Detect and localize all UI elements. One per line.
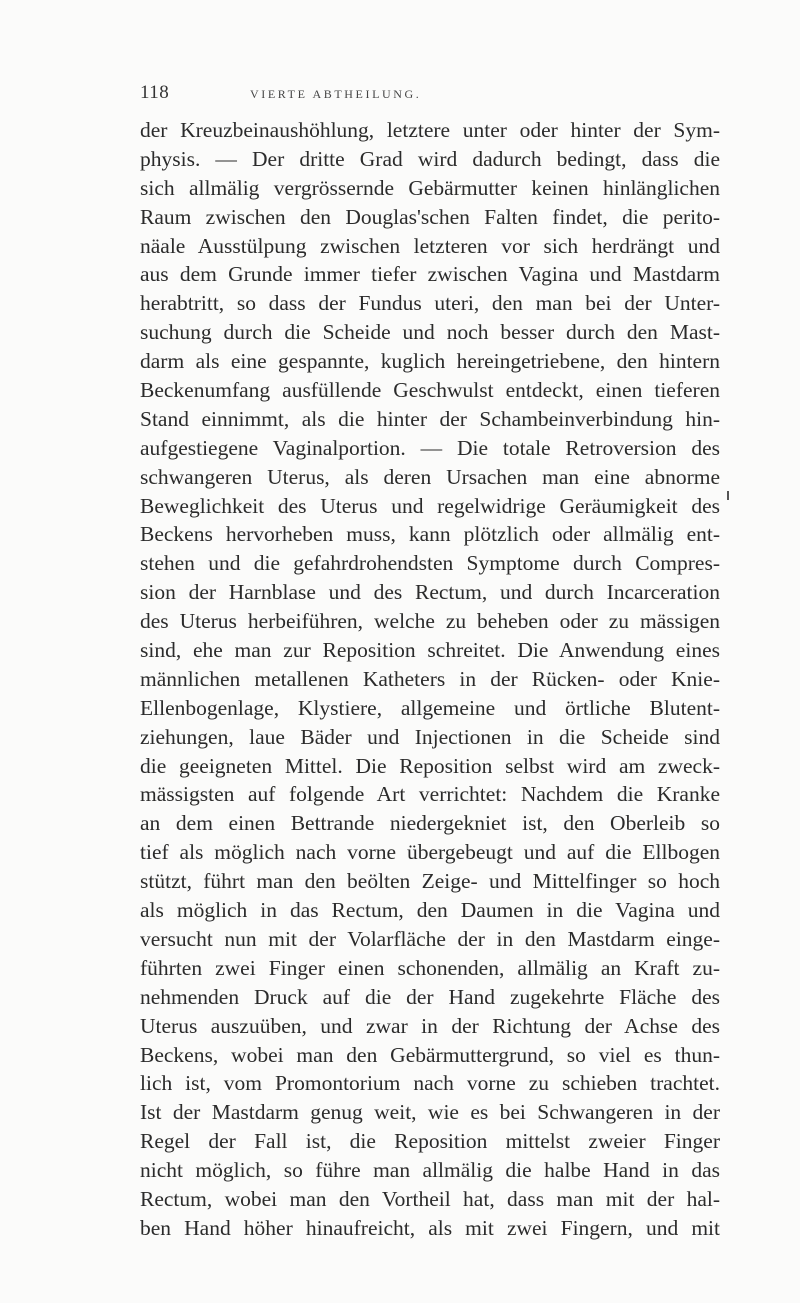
text-line: suchung durch die Scheide und noch besser durch den Mast- <box>140 320 720 345</box>
text-line: männlichen metallenen Katheters in der Rücken- oder Knie- <box>140 666 720 691</box>
margin-mark <box>727 491 729 500</box>
text-line: versucht nun mit der Volarfläche der in den Mastdarm einge- <box>140 926 720 951</box>
running-head <box>140 82 700 106</box>
text-line: die geeigneten Mittel. Die Reposition selbst wird am zweck- <box>140 753 720 778</box>
text-line: aufgestiegene Vaginalportion. — Die totale Retroversion des <box>140 435 720 460</box>
text-line: des Uterus herbeiführen, welche zu beheben oder zu mässigen <box>140 609 720 634</box>
text-line: Ist der Mastdarm genug weit, wie es bei Schwangeren in der <box>140 1100 720 1125</box>
text-line: nehmenden Druck auf die der Hand zugekehrte Fläche des <box>140 984 720 1009</box>
text-line: tief als möglich nach vorne übergebeugt und auf die Ellbogen <box>140 840 720 865</box>
text-line: lich ist, vom Promontorium nach vorne zu schieben trachtet. <box>140 1071 720 1096</box>
text-line: herabtritt, so dass der Fundus uteri, den man bei der Unter- <box>140 291 720 316</box>
text-line: stehen und die gefahrdrohendsten Symptome durch Compres- <box>140 551 720 576</box>
text-line: Uterus auszuüben, und zwar in der Richtung der Achse des <box>140 1013 720 1038</box>
text-line: Ellenbogenlage, Klystiere, allgemeine und örtliche Blutent- <box>140 695 720 720</box>
text-line: sion der Harnblase und des Rectum, und durch Incarceration <box>140 580 720 605</box>
text-line: Rectum, wobei man den Vortheil hat, dass man mit der hal- <box>140 1186 720 1211</box>
text-line: führten zwei Finger einen schonenden, allmälig an Kraft zu- <box>140 955 720 980</box>
text-line: als möglich in das Rectum, den Daumen in die Vagina und <box>140 898 720 923</box>
text-line: mässigsten auf folgende Art verrichtet: Nachdem die Kranke <box>140 782 720 807</box>
text-line: sich allmälig vergrössernde Gebärmutter keinen hinlänglichen <box>140 175 720 200</box>
text-line: Beckens, wobei man den Gebärmuttergrund, so viel es thun- <box>140 1042 720 1067</box>
text-line: Regel der Fall ist, die Reposition mittelst zweier Finger <box>140 1129 720 1154</box>
text-line: an dem einen Bettrande niedergekniet ist, den Oberleib so <box>140 811 720 836</box>
text-line: sind, ehe man zur Reposition schreitet. Die Anwendung eines <box>140 638 720 663</box>
text-line: stützt, führt man den beölten Zeige- und Mittelfinger so hoch <box>140 869 720 894</box>
page-number: 118 <box>140 82 170 103</box>
text-line: Beweglichkeit des Uterus und regelwidrige Geräumigkeit des <box>140 493 720 518</box>
text-line: ben Hand höher hinaufreicht, als mit zwei Fingern, und mit <box>140 1215 720 1240</box>
section-title: VIERTE ABTHEILUNG. <box>250 87 422 101</box>
text-line: Beckenumfang ausfüllende Geschwulst entdeckt, einen tieferen <box>140 378 720 403</box>
text-line: der Kreuzbeinaushöhlung, letztere unter oder hinter der Sym- <box>140 118 720 142</box>
text-line: darm als eine gespannte, kuglich hereingetriebene, den hintern <box>140 349 720 374</box>
text-line: näale Ausstülpung zwischen letzteren vor sich herdrängt und <box>140 233 720 258</box>
text-line: Raum zwischen den Douglas'schen Falten findet, die perito- <box>140 204 720 229</box>
text-line: Stand einnimmt, als die hinter der Schambeinverbindung hin- <box>140 406 720 431</box>
text-line: aus dem Grunde immer tiefer zwischen Vagina und Mastdarm <box>140 262 720 287</box>
text-line: physis. — Der dritte Grad wird dadurch bedingt, dass die <box>140 146 720 171</box>
text-line: nicht möglich, so führe man allmälig die halbe Hand in das <box>140 1158 720 1183</box>
text-line: Beckens hervorheben muss, kann plötzlich oder allmälig ent- <box>140 522 720 547</box>
text-line: ziehungen, laue Bäder und Injectionen in die Scheide sind <box>140 724 720 749</box>
body-text <box>140 116 720 1243</box>
text-line: schwangeren Uterus, als deren Ursachen man eine abnorme <box>140 464 720 489</box>
